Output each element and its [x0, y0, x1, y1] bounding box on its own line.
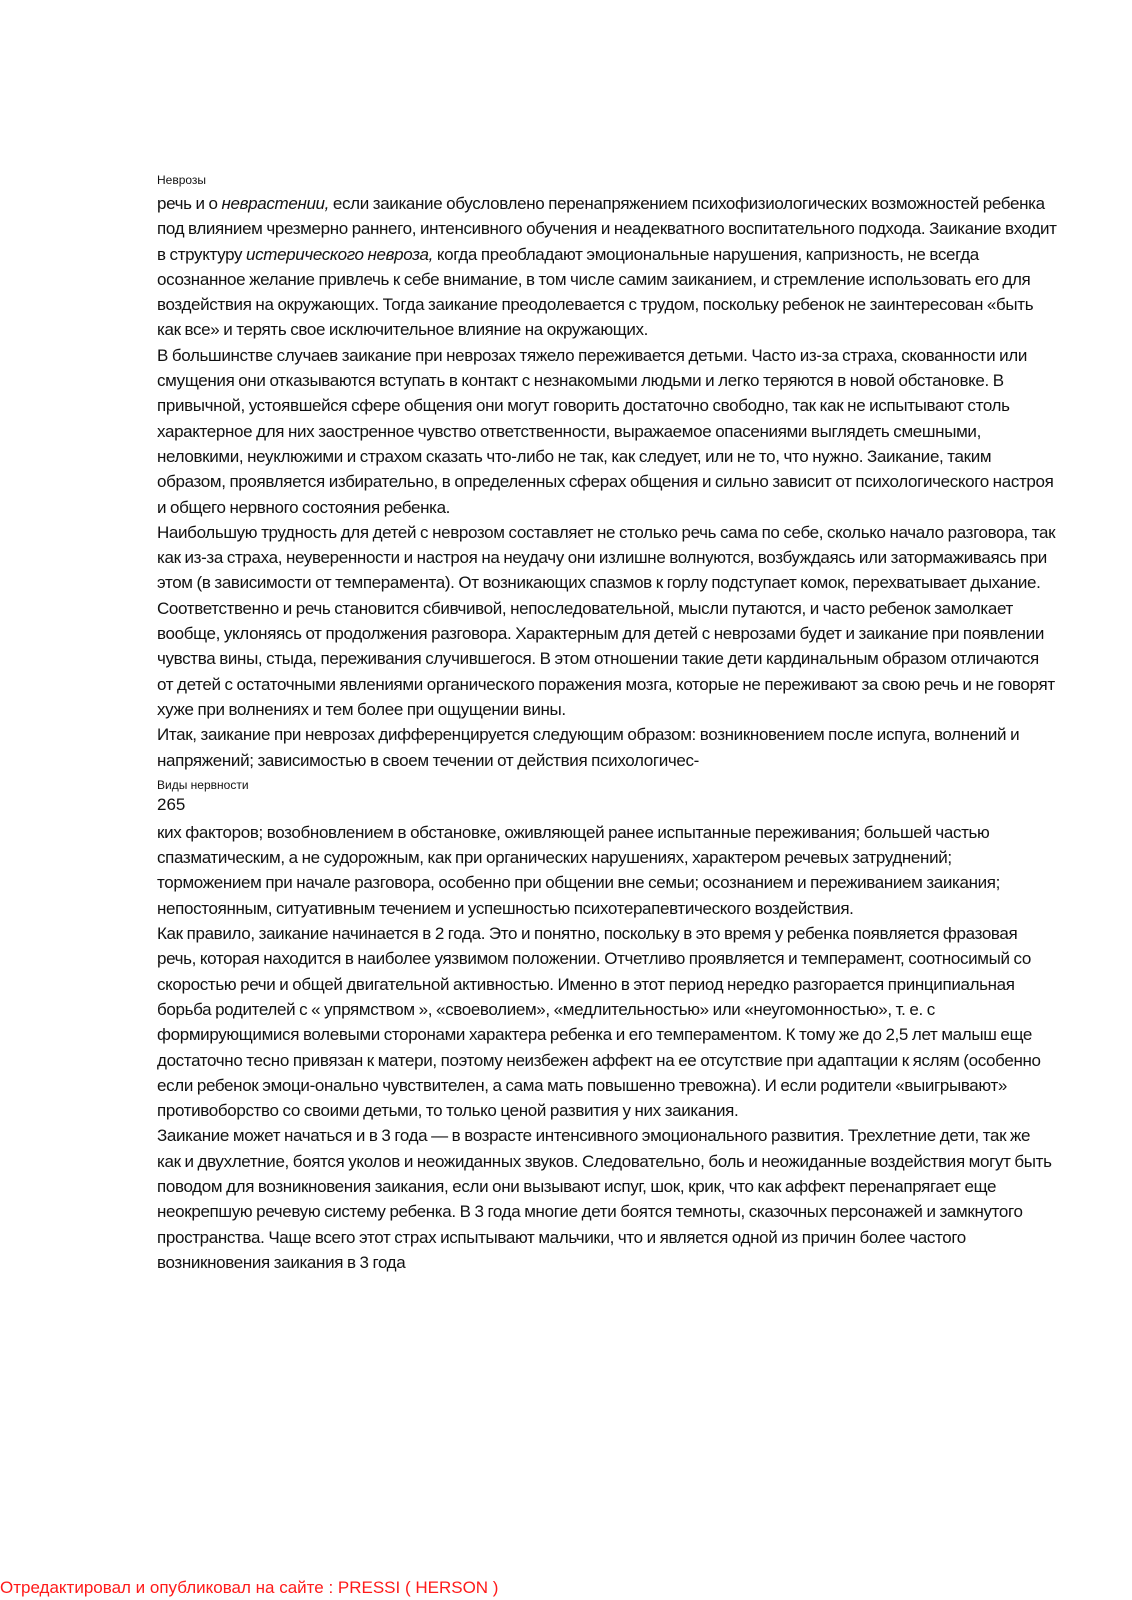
- paragraph-text: речь и о: [157, 194, 222, 213]
- page-number: 265: [157, 794, 186, 814]
- paragraph-difficulty: Наибольшую трудность для детей с неврозом составляет не столько речь сама по себе, сколько начало разговора, так как из-за страха, неуверенности и настроя на неудачу они излишне волнуются, возбуждаясь или затормаживаясь при этом (в зависимости от темперамента). От возникающих спазмов к горлу подступает комок, перехватывает дыхание. Соответственно и речь становится сбивчивой, непоследовательной, мысли путаются, и часто ребенок замолкает вообще, уклоняясь от продолжения разговора. Характерным для детей с неврозами будет и заикание при появлении чувства вины, стыда, переживания случившегося. В этом отношении такие дети кардинальным образом отличаются от детей с остаточными явлениями органического поражения мозга, которые не переживают за свою речь и не говорят хуже при волнениях и тем более при ощущении вины.: [157, 522, 1056, 719]
- italic-term-neurasthenia: неврастении,: [221, 194, 330, 213]
- page-separator-heading: Виды нервности: [157, 777, 249, 792]
- paragraph-neurasthenia: [157, 191, 1057, 343]
- paragraph-age-two: Как правило, заикание начинается в 2 года. Это и понятно, поскольку в это время у ребенка появляется фразовая речь, которая находится в наиболее уязвимом положении. Отчетливо проявляется и темперамент, соотносимый со скоростью речи и общей двигательной активностью. Именно в этот период нередко разгорается принципиальная борьба родителей с « упрямством », «своеволием», «медлительностью» или «неугомонностью», т. е. с формирующимися волевыми сторонами характера ребенка и его темпераментом. К тому же до 2,5 лет малыш еще достаточно тесно привязан к матери, поэтому неизбежен аффект на ее отсутствие при адаптации к яслям (особенно если ребенок эмоци-онально чувствителен, а сама мать повышенно тревожна). И если родители «выигрывают» противоборство со своими детьми, то только ценой развития у них заикания.: [157, 924, 1041, 1121]
- footer-credit: Отредактировал и опубликовал на сайте : PRESSI ( HERSON ): [0, 1578, 499, 1597]
- running-head: Неврозы: [157, 173, 207, 187]
- paragraph-factors: ких факторов; возобновлением в обстановке, оживляющей ранее испытанные переживания; большей частью спазматическим, а не судорожным, как при органических нарушениях, характером речевых затруднений; торможением при начале разговора, особенно при общении вне семьи; осознанием и переживанием заикания; непостоянным, ситуативным течением и успешностью психотерапевтического воздействия.: [157, 822, 1001, 918]
- paragraph-text: если заикание обусловлено перенапряжением психофизиологических возможностей ребенка под влиянием чрезмерно раннего, интенсивного обучения и неадекватного воспитательного подхода. Заикание входит в структуру: [157, 194, 1057, 264]
- italic-term-hysterical-neurosis: истерического невроза,: [246, 244, 434, 264]
- paragraph-text: когда преобладают эмоциональные нарушения, капризность, не всегда осознанное желание привлечь к себе внимание, в том числе самим заиканием, и стремление использовать его для воздействия на окружающих. Тогда заикание преодолевается с трудом, поскольку ребенок не заинтересован «быть как все» и терять свое исключительное влияние на окружающих.: [157, 244, 1034, 340]
- document-page: [157, 172, 1057, 1275]
- paragraph-differentiation: Итак, заикание при неврозах дифференцируется следующим образом: возникновением после испуга, волнений и напряжений; зависимостью в своем течении от действия психологичес-: [157, 725, 1020, 770]
- paragraph-age-three: Заикание может начаться и в 3 года — в возрасте интенсивного эмоционального развития. Трехлетние дети, так же как и двухлетние, боятся уколов и неожиданных звуков. Следовательно, боль и неожиданные воздействия могут быть поводом для возникновения заикания, если они вызывают испуг, шок, крик, что как аффект перенапрягает еще неокрепшую речевую систему ребенка. В 3 года многие дети боятся темноты, сказочных персонажей и замкнутого пространства. Чаще всего этот страх испытывают мальчики, что и является одной из причин более частого возникновения заикания в 3 года: [157, 1126, 1052, 1272]
- paragraph-experience: В большинстве случаев заикание при неврозах тяжело переживается детьми. Часто из-за страха, скованности или смущения они отказываются вступать в контакт с незнакомыми людьми и легко теряются в новой обстановке. В привычной, устоявшейся сфере общения они могут говорить достаточно свободно, так как не испытывают столь характерное для них заостренное чувство ответственности, выражаемое опасениями выглядеть смешными, неловкими, неуклюжими и страхом сказать что-либо не так, как следует, или не то, что нужно. Заикание, таким образом, проявляется избирательно, в определенных сферах общения и сильно зависит от психологического настроя и общего нервного состояния ребенка.: [157, 345, 1054, 517]
